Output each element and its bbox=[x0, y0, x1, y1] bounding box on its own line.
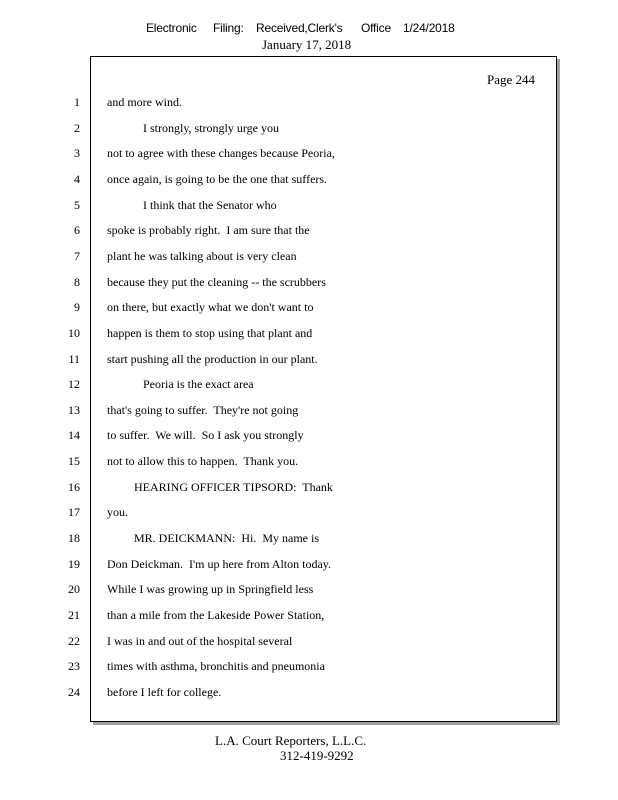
transcript-line: Don Deickman. I'm up here from Alton today. bbox=[107, 557, 331, 571]
transcript-line: once again, is going to be the one that suffers. bbox=[107, 172, 328, 186]
transcript-line: not to agree with these changes because Peoria, bbox=[107, 146, 335, 160]
transcript-line: on there, but exactly what we don't want to bbox=[107, 300, 314, 314]
line-number: 12 bbox=[68, 377, 80, 391]
line-number: 23 bbox=[68, 659, 80, 673]
line-number: 3 bbox=[74, 146, 80, 160]
line-number: 16 bbox=[68, 480, 80, 494]
transcript-line: spoke is probably right. I am sure that the bbox=[107, 223, 310, 237]
transcript-line: HEARING OFFICER TIPSORD: Thank bbox=[107, 480, 333, 494]
line-number: 17 bbox=[68, 505, 80, 519]
transcript-line: I strongly, strongly urge you bbox=[107, 121, 279, 135]
transcript-line: While I was growing up in Springfield less bbox=[107, 582, 314, 596]
transcript-line: you. bbox=[107, 505, 128, 519]
transcript-line: because they put the cleaning -- the scrubbers bbox=[107, 275, 326, 289]
line-number: 21 bbox=[68, 608, 80, 622]
line-number: 2 bbox=[74, 121, 80, 135]
transcript-line: I was in and out of the hospital several bbox=[107, 634, 293, 648]
reporter-company: L.A. Court Reporters, L.L.C. bbox=[215, 733, 367, 748]
transcript-line: happen is them to stop using that plant and bbox=[107, 326, 313, 340]
line-number: 19 bbox=[68, 557, 80, 571]
transcript-line: I think that the Senator who bbox=[107, 198, 277, 212]
transcript-line: not to allow this to happen. Thank you. bbox=[107, 454, 299, 468]
line-number: 10 bbox=[68, 326, 80, 340]
transcript-line: to suffer. We will. So I ask you strongly bbox=[107, 428, 304, 442]
transcript-line: and more wind. bbox=[107, 95, 182, 109]
line-number: 6 bbox=[74, 223, 80, 237]
line-number: 15 bbox=[68, 454, 80, 468]
line-number: 4 bbox=[74, 172, 80, 186]
line-number: 9 bbox=[74, 300, 80, 314]
transcript-line: than a mile from the Lakeside Power Station, bbox=[107, 608, 325, 622]
line-number: 8 bbox=[74, 275, 80, 289]
stamp-word-filing: Filing: bbox=[213, 21, 244, 35]
transcript-line: MR. DEICKMANN: Hi. My name is bbox=[107, 531, 319, 545]
line-number: 20 bbox=[68, 582, 80, 596]
line-number: 14 bbox=[68, 428, 80, 442]
transcript-line: that's going to suffer. They're not going bbox=[107, 403, 299, 417]
stamp-date: 1/24/2018 bbox=[403, 21, 455, 35]
line-number: 11 bbox=[68, 352, 80, 366]
line-number: 22 bbox=[68, 634, 80, 648]
stamp-word-electronic: Electronic bbox=[146, 21, 197, 35]
page-number: Page 244 bbox=[487, 72, 536, 87]
line-number: 18 bbox=[68, 531, 80, 545]
transcript-line: times with asthma, bronchitis and pneumonia bbox=[107, 659, 325, 673]
line-number: 1 bbox=[74, 95, 80, 109]
transcript-line: Peoria is the exact area bbox=[107, 377, 254, 391]
stamp-word-office: Office bbox=[361, 21, 391, 35]
transcript-line: plant he was talking about is very clean bbox=[107, 249, 297, 263]
reporter-phone: 312-419-9292 bbox=[280, 748, 354, 763]
line-number: 13 bbox=[68, 403, 80, 417]
line-number: 24 bbox=[68, 685, 80, 699]
transcript-line: start pushing all the production in our plant. bbox=[107, 352, 318, 366]
stamp-word-received: Received,Clerk's bbox=[256, 21, 343, 35]
line-number: 5 bbox=[74, 198, 80, 212]
line-number: 7 bbox=[74, 249, 80, 263]
transcript-line: before I left for college. bbox=[107, 685, 222, 699]
hearing-date: January 17, 2018 bbox=[262, 37, 352, 52]
